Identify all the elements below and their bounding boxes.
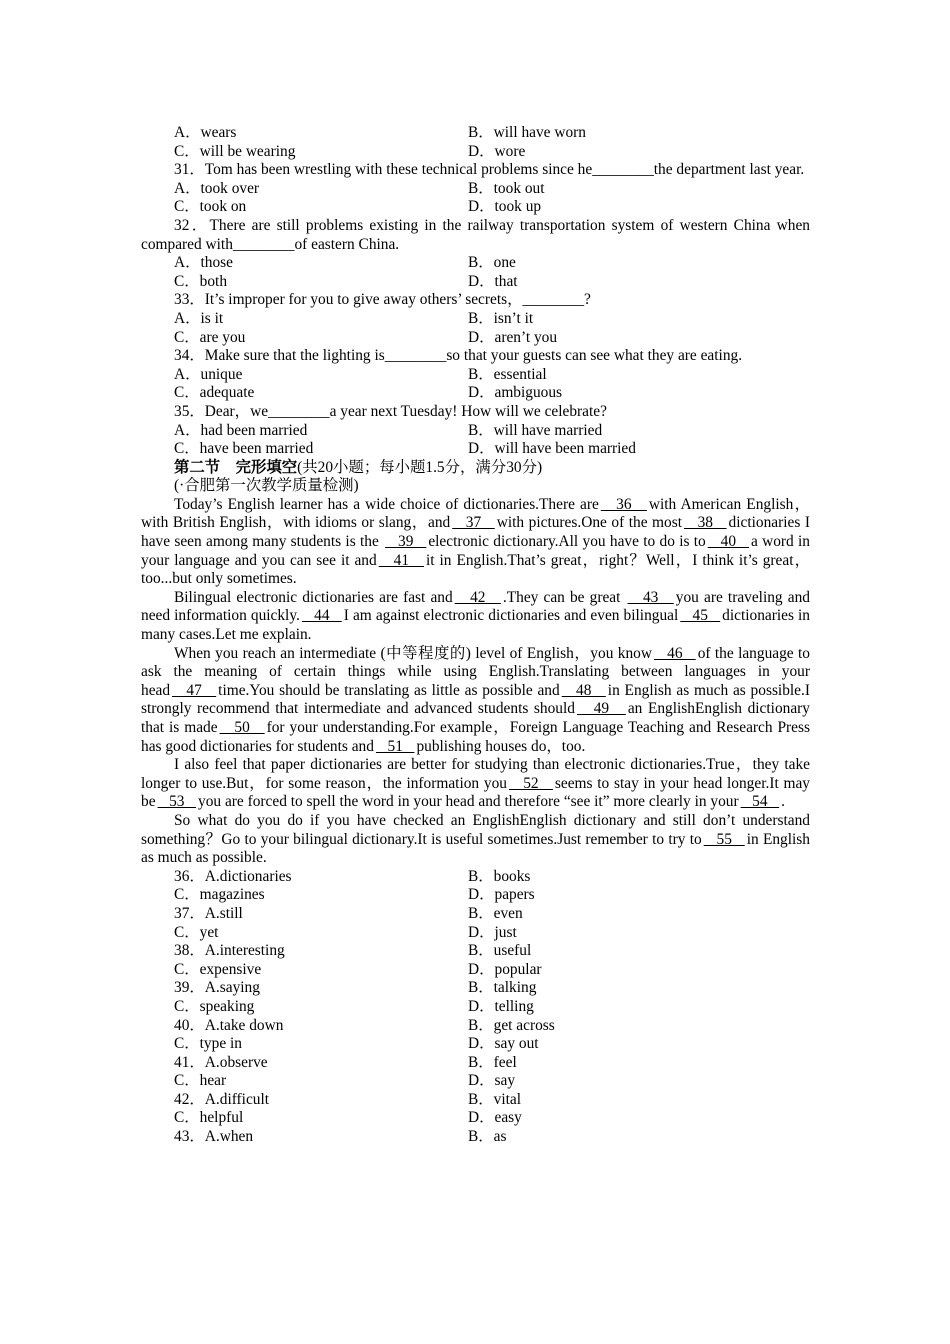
passage-text: you are forced to spell the word in your head and therefore “see it” more clearly in your (198, 793, 739, 811)
option-row (141, 180, 810, 199)
passage-text: When you reach an intermediate (中等程度的) level of English，you know (174, 644, 652, 662)
cloze-blank-53: 53 (157, 793, 197, 811)
option-left: C．speaking (174, 997, 255, 1015)
option-right: B．even (468, 904, 523, 922)
section-info: (共20小题；每小题1.5分，满分30分) (297, 458, 543, 476)
option-a: A．those (174, 254, 233, 272)
option-a: A．took over (174, 179, 260, 197)
cloze-blank-46: 46 (653, 644, 696, 662)
option-left: 38．A.interesting (174, 942, 285, 960)
option-right: B．feel (468, 1053, 517, 1071)
option-row (141, 905, 810, 924)
passage-text: . (781, 793, 785, 811)
passage-text: a word in your language and you can see it and (141, 533, 810, 569)
passage-text: Today’s English learner has a wide choice of dictionaries.There are (174, 495, 599, 513)
option-row (141, 868, 810, 887)
passage-text: for your understanding.For example，Foreign Language Teaching and Research Press has good dictionaries for students and (141, 719, 810, 755)
option-left: 43．A.when (174, 1128, 254, 1146)
option-row (141, 924, 810, 943)
option-left: C．magazines (174, 886, 265, 904)
cloze-blank-37: 37 (452, 514, 495, 532)
option-left: C．helpful (174, 1109, 244, 1127)
option-right: B．as (468, 1128, 507, 1146)
option-b: B．will have worn (468, 124, 586, 141)
passage-text: with pictures.One of the most (496, 514, 682, 532)
option-right: D．telling (468, 997, 534, 1015)
option-right: B．books (468, 867, 531, 885)
passage-text: an EnglishEnglish dictionary that is made (141, 700, 810, 736)
passage-text: electronic dictionary.All you have to do is to (428, 533, 706, 551)
option-c: C．have been married (174, 440, 314, 458)
section-source: (·合肥第一次教学质量检测) (174, 477, 359, 495)
option-c: C．both (174, 272, 228, 290)
option-row (141, 998, 810, 1017)
question-35: 35．Dear，we________a year next Tuesday! How will we celebrate? (174, 402, 607, 420)
passage-text: publishing houses do，too. (416, 737, 586, 755)
option-a: A．unique (174, 365, 243, 383)
passage-paragraph (141, 496, 810, 589)
option-row (141, 942, 810, 961)
option-right: B．vital (468, 1090, 522, 1108)
option-b: B．one (468, 254, 516, 272)
option-left: 40．A.take down (174, 1016, 284, 1034)
passage-text: in English as much as possible.I strongly recommend that intermediate and advanced students should (141, 681, 810, 718)
passage-text: .They can be great (502, 588, 626, 606)
cloze-blank-45: 45 (680, 607, 721, 625)
option-right: D．say out (468, 1035, 539, 1053)
option-right: D．popular (468, 960, 542, 978)
option-a: A．had been married (174, 421, 308, 439)
passage-text: seems to stay in your head longer.It may be (141, 774, 810, 811)
section-title: 第二节 完形填空 (174, 458, 298, 476)
option-row (141, 979, 810, 998)
cloze-options (141, 868, 810, 1147)
option-right: D．say (468, 1072, 516, 1090)
option-d: D．wore (468, 142, 526, 160)
option-d: D．took up (468, 198, 542, 216)
cloze-blank-47: 47 (172, 681, 217, 699)
cloze-blank-39: 39 (385, 533, 427, 551)
option-left: 39．A.saying (174, 979, 260, 997)
option-d: D．ambiguous (468, 384, 563, 402)
option-c: C．will be wearing (174, 142, 296, 160)
option-right: D．easy (468, 1109, 522, 1127)
option-c: C．took on (174, 198, 247, 216)
option-b: B．essential (468, 365, 547, 383)
option-b: B．took out (468, 179, 545, 197)
cloze-blank-48: 48 (561, 681, 606, 699)
option-left: C．hear (174, 1072, 227, 1090)
option-d: D．that (468, 272, 518, 290)
option-right: D．papers (468, 886, 535, 904)
option-row (141, 310, 810, 329)
passage-text: in English as much as possible. (141, 830, 810, 867)
option-row (141, 124, 810, 143)
option-row (141, 1109, 810, 1128)
passage-paragraph (141, 756, 810, 812)
cloze-blank-41: 41 (378, 551, 424, 569)
cloze-blank-54: 54 (740, 793, 780, 811)
passage-text: I also feel that paper dictionaries are better for studying than electronic dictionaries.True，they take longer to use.But，for some reason，the information you (141, 756, 810, 792)
cloze-blank-42: 42 (454, 588, 501, 606)
passage-text: dictionaries in many cases.Let me explain. (141, 607, 810, 644)
passage-paragraph (141, 812, 810, 868)
passage-text: you are traveling and need information quickly. (141, 588, 810, 625)
option-row (141, 1091, 810, 1110)
passage-text: Bilingual electronic dictionaries are fast and (174, 588, 453, 606)
option-right: B．get across (468, 1016, 555, 1034)
option-b: B．will have married (468, 421, 603, 439)
option-row (141, 440, 810, 459)
exam-page (141, 124, 810, 1147)
cloze-blank-40: 40 (707, 533, 749, 551)
option-a: A．wears (174, 124, 237, 141)
option-d: D．aren’t you (468, 328, 558, 346)
option-left: 41．A.observe (174, 1053, 268, 1071)
passage-text: time.You should be translating as little as possible and (218, 681, 560, 699)
option-row (141, 1054, 810, 1073)
option-row (141, 886, 810, 905)
cloze-blank-51: 51 (375, 737, 415, 755)
option-left: C．type in (174, 1035, 242, 1053)
section-heading (141, 459, 810, 478)
question-34: 34．Make sure that the lighting is________so that your guests can see what they are eating. (174, 347, 743, 365)
passage-text: it in English.That’s great，right？Well，I think it’s great，too...but only sometimes. (141, 551, 811, 588)
option-left: 37．A.still (174, 904, 243, 922)
option-row (141, 961, 810, 980)
cloze-blank-50: 50 (219, 719, 265, 736)
cloze-blank-44: 44 (301, 607, 342, 625)
passage-text: with American English，with British English，with idioms or slang，and (141, 495, 810, 532)
cloze-blank-38: 38 (684, 514, 727, 532)
option-b: B．isn’t it (468, 309, 534, 327)
option-row (141, 198, 810, 217)
passage-text: of the language to ask the meaning of certain things while using English.Translating between languages in your head (141, 644, 810, 699)
question-33: 33．It’s improper for you to give away others’ secrets，________? (174, 291, 591, 309)
option-row (141, 1072, 810, 1091)
option-row (141, 1035, 810, 1054)
option-left: 36．A.dictionaries (174, 867, 292, 885)
passage-text: I am against electronic dictionaries and even bilingual (343, 607, 679, 625)
option-row (141, 1017, 810, 1036)
option-d: D．will have been married (468, 440, 636, 458)
cloze-blank-36: 36 (600, 495, 647, 513)
option-right: B．talking (468, 979, 537, 997)
passage-paragraph (141, 589, 810, 645)
cloze-blank-52: 52 (508, 774, 553, 792)
cloze-blank-49: 49 (576, 700, 626, 718)
option-right: B．useful (468, 942, 532, 960)
passage-text: dictionaries I have seen among many students is the (141, 514, 810, 551)
option-row (141, 329, 810, 348)
option-row (141, 422, 810, 441)
passage-text: So what do you do if you have checked an EnglishEnglish dictionary and still don’t understand something？Go to your bilingual dictionary.It is useful sometimes.Just remember to try to (141, 811, 810, 848)
option-row (141, 1128, 810, 1147)
option-row (141, 384, 810, 403)
option-left: C．expensive (174, 960, 262, 978)
option-a: A．is it (174, 309, 224, 327)
option-row (141, 366, 810, 385)
option-right: D．just (468, 923, 517, 941)
question-32: 32．There are still problems existing in the railway transportation system of western China when compared with________of eastern China. (141, 216, 810, 253)
option-row (141, 273, 810, 292)
question-31: 31．Tom has been wrestling with these technical problems since he________the department last year. (174, 161, 805, 179)
option-row (141, 254, 810, 273)
option-row (141, 143, 810, 162)
option-left: 42．A.difficult (174, 1090, 270, 1108)
option-c: C．adequate (174, 384, 255, 402)
option-left: C．yet (174, 923, 219, 941)
option-c: C．are you (174, 328, 246, 346)
cloze-blank-43: 43 (627, 588, 674, 606)
passage-paragraph (141, 645, 810, 757)
cloze-blank-55: 55 (703, 830, 745, 848)
